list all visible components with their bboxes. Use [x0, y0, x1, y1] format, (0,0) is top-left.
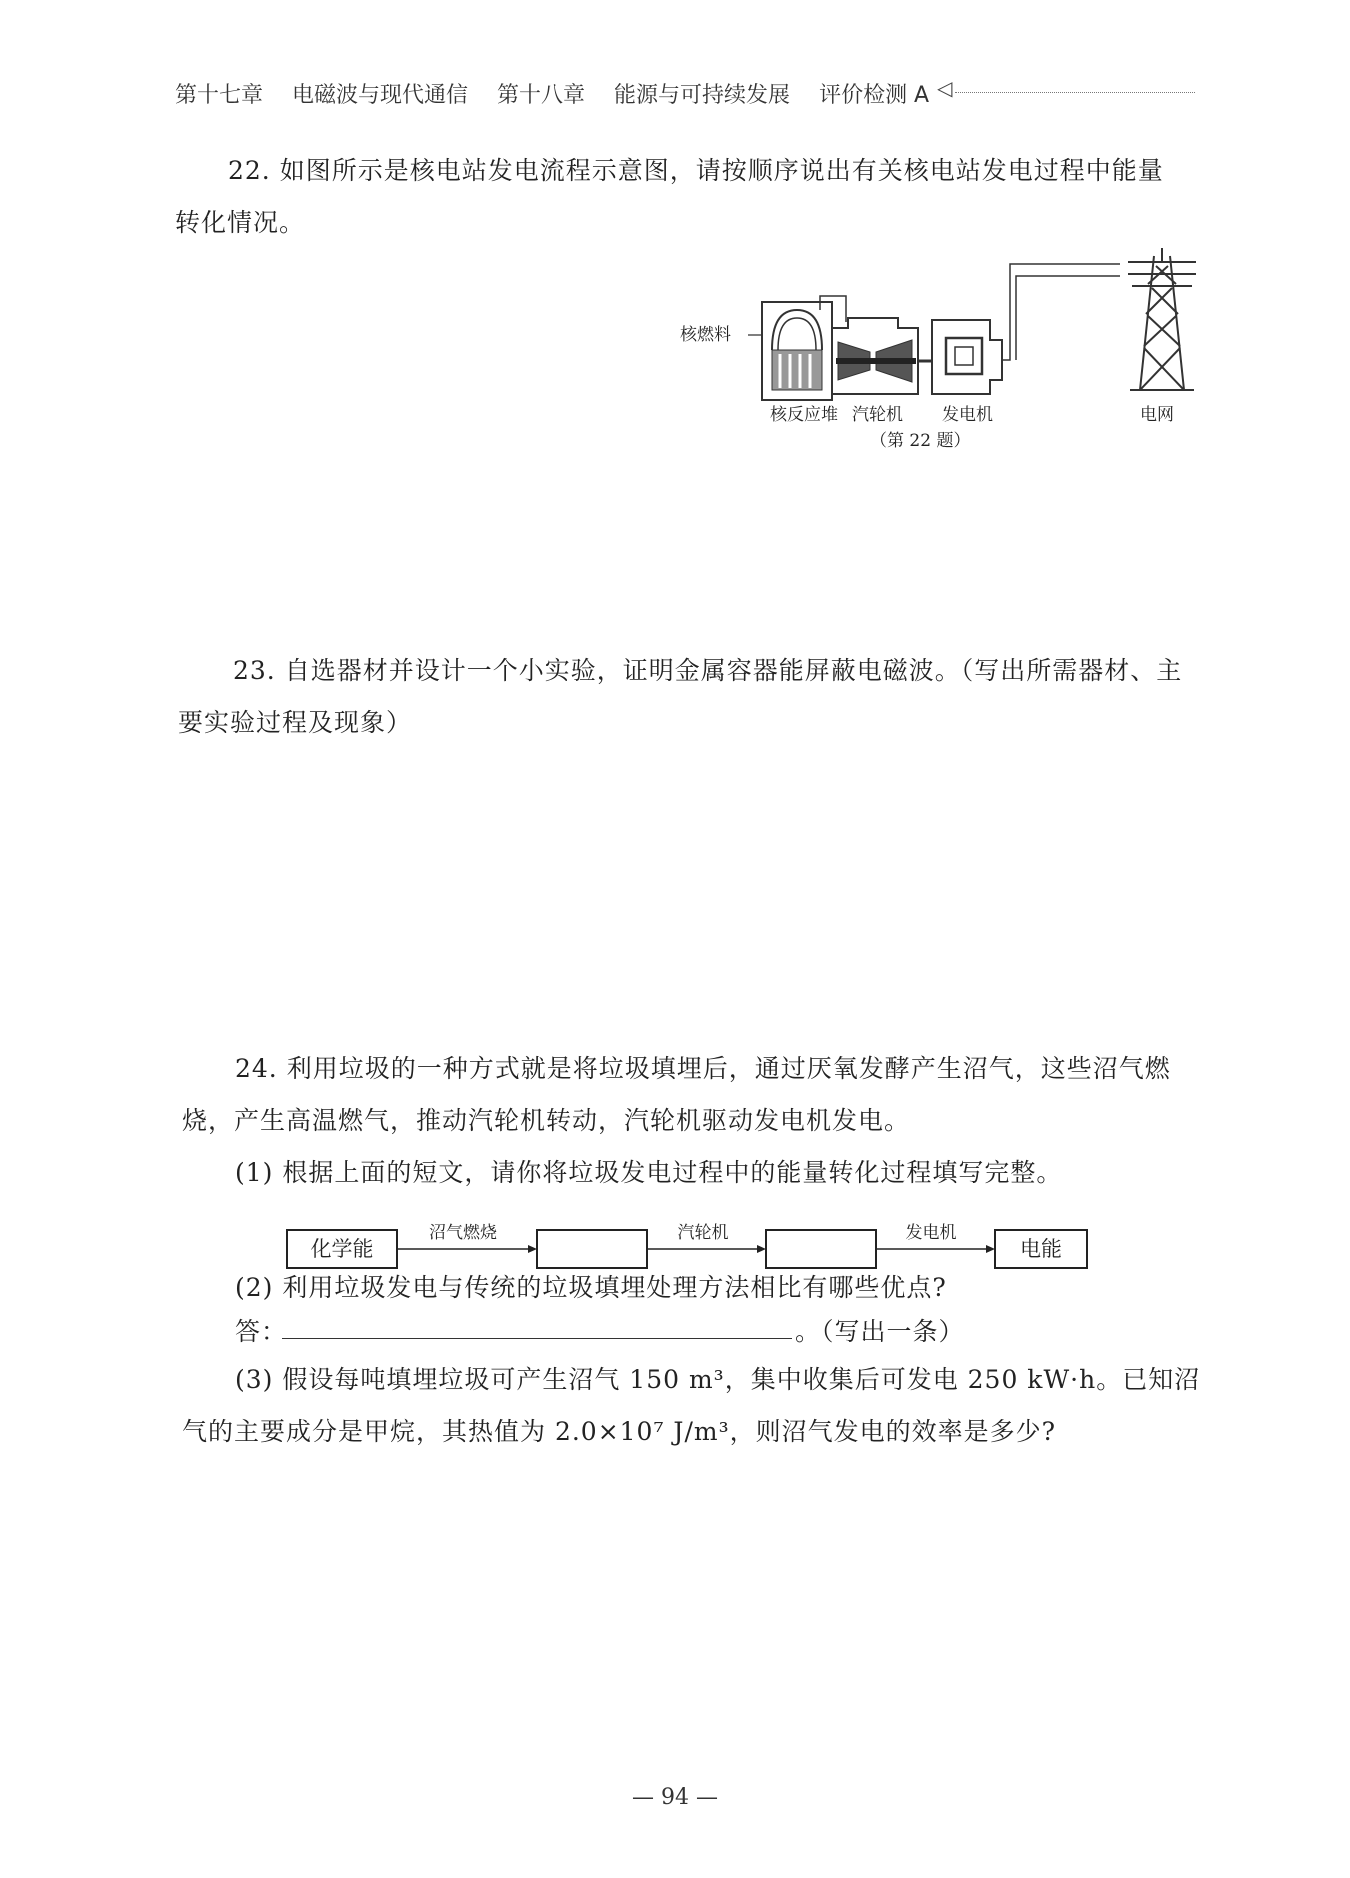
- reactor-label: 核反应堆: [770, 405, 838, 425]
- q23-line2: 要实验过程及现象）: [178, 708, 413, 737]
- q24-part2: (2) 利用垃圾发电与传统的垃圾填埋处理方法相比有哪些优点?: [235, 1273, 947, 1302]
- header-chapter-17: 第十七章: [175, 83, 264, 108]
- header-dotted-rule: [955, 92, 1195, 93]
- page-number: — 94 —: [632, 1785, 718, 1810]
- header-chapter-17-title: 电磁波与现代通信: [292, 83, 469, 108]
- generator-label: 发电机: [942, 405, 993, 425]
- page-header: [175, 78, 1195, 118]
- q24-part3-line1: (3) 假设每吨填埋垃圾可产生沼气 150 m³，集中收集后可发电 250 kW·h。已知沼: [235, 1365, 1201, 1394]
- fuel-label: 核燃料: [680, 325, 731, 345]
- flow-end-label: 电能: [1020, 1237, 1062, 1261]
- q24-answer-suffix: 。（写出一条）: [795, 1317, 965, 1346]
- header-chapter-18-title: 能源与可持续发展: [614, 83, 791, 108]
- q22-line1: 22. 如图所示是核电站发电流程示意图，请按顺序说出有关核电站发电过程中能量: [228, 156, 1164, 185]
- reactor-icon: [762, 302, 832, 400]
- q24-answer-line[interactable]: [282, 1338, 792, 1339]
- header-chapter-18: 第十八章: [497, 83, 586, 108]
- generator-icon: [932, 320, 1002, 394]
- nuclear-plant-diagram: [680, 240, 1200, 470]
- q24-part3-line2: 气的主要成分是甲烷，其热值为 2.0×10⁷ J/m³，则沼气发电的效率是多少?: [182, 1417, 1057, 1446]
- q24-line2: 烧，产生高温燃气，推动汽轮机转动，汽轮机驱动发电机发电。: [182, 1106, 911, 1135]
- q24-answer-prefix: 答：: [235, 1317, 288, 1346]
- q24-part1: (1) 根据上面的短文，请你将垃圾发电过程中的能量转化过程填写完整。: [235, 1158, 1063, 1187]
- q24-line1: 24. 利用垃圾的一种方式就是将垃圾填埋后，通过厌氧发酵产生沼气，这些沼气燃: [235, 1054, 1171, 1083]
- figure22-caption: （第 22 题）: [870, 431, 971, 451]
- flow-arrow3-label: 发电机: [905, 1223, 957, 1243]
- turbine-icon: [832, 318, 918, 394]
- header-arrow-icon: ◁: [937, 76, 953, 100]
- q22-line2: 转化情况。: [175, 208, 306, 237]
- header-section: 评价检测 A: [819, 83, 930, 108]
- flow-start-label: 化学能: [310, 1237, 374, 1261]
- flow-arrow1-label: 沼气燃烧: [429, 1223, 497, 1243]
- q23-line1: 23. 自选器材并设计一个小实验，证明金属容器能屏蔽电磁波。（写出所需器材、主: [233, 656, 1183, 685]
- grid-label: 电网: [1140, 405, 1174, 425]
- turbine-label: 汽轮机: [852, 405, 903, 425]
- power-tower-icon: [1128, 248, 1196, 390]
- flow-arrow2-label: 汽轮机: [677, 1223, 729, 1243]
